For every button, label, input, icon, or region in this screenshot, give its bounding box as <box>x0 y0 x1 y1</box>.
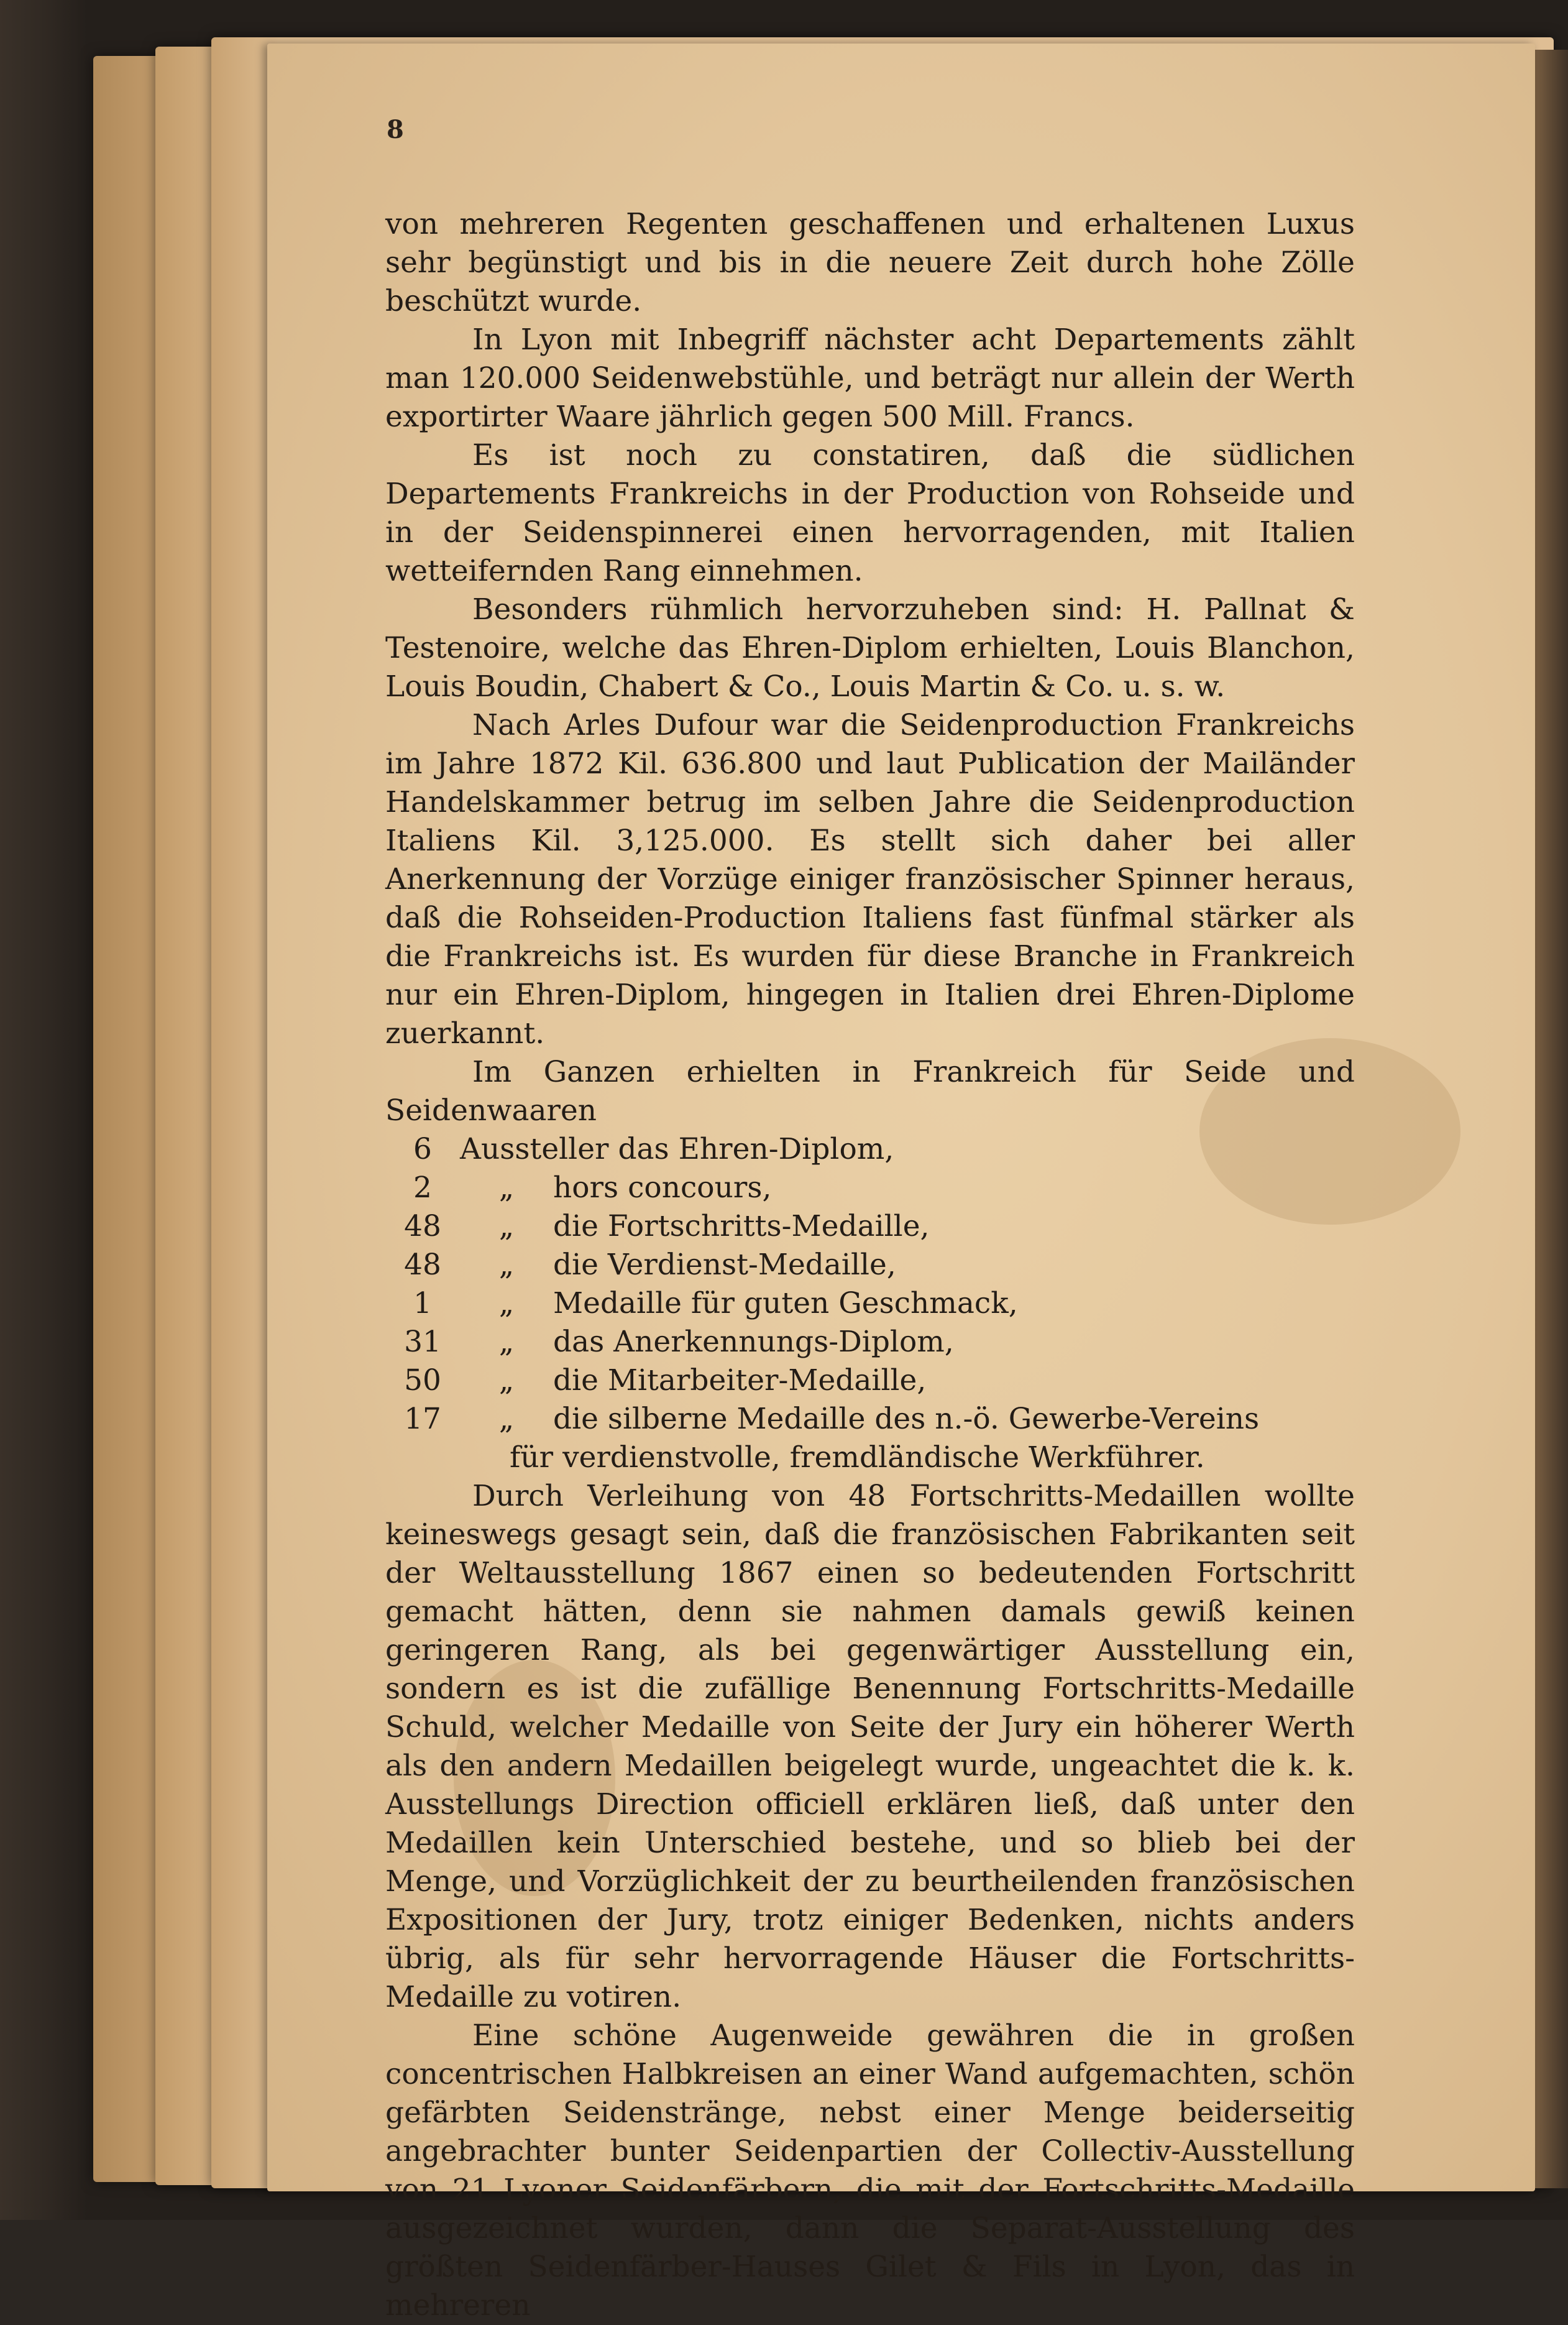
award-continuation: für verdienstvolle, fremdländische Werkführer. <box>510 1440 1205 1475</box>
award-row <box>385 1400 1355 1439</box>
award-count: 6 <box>413 1132 432 1166</box>
ditto-mark: „ <box>498 1248 515 1282</box>
award-count: 2 <box>413 1171 432 1205</box>
ditto-mark: „ <box>498 1209 515 1243</box>
award-count: 48 <box>404 1248 441 1282</box>
award-row <box>385 1130 1355 1169</box>
award-label: das Anerkennungs-Diplom, <box>553 1325 954 1359</box>
award-row <box>385 1284 1355 1323</box>
ditto-mark: „ <box>498 1325 515 1359</box>
award-count: 17 <box>404 1402 441 1436</box>
paragraph: von mehreren Regenten geschaffenen und erhaltenen Luxus sehr begünstigt und bis in die neuere Zeit durch hohe Zölle beschützt wurde. <box>385 207 1355 318</box>
ditto-mark: „ <box>498 1402 515 1436</box>
paragraph: Es ist noch zu constatiren, daß die südlichen Departements Frankreichs in der Production von Rohseide und in der Seidenspinnerei einen hervorragenden, mit Italien wetteifernden Rang einnehmen. <box>385 438 1355 588</box>
award-label: die Mitarbeiter-Medaille, <box>553 1363 927 1397</box>
award-label: die Verdienst-Medaille, <box>553 1248 896 1282</box>
award-row <box>385 1207 1355 1246</box>
page-number: 8 <box>387 115 404 144</box>
awards-list <box>385 1130 1355 1477</box>
paragraph: Durch Verleihung von 48 Fortschritts-Medaillen wollte keineswegs gesagt sein, daß die französischen Fabrikanten seit der Weltausstellung 1867 einen so bedeutenden Fortschritt gemacht hätten, denn sie nahmen damals gewiß keinen geringeren Rang, als bei gegenwärtiger Ausstellung ein, sondern es ist die zufällige Benennung Fortschritts-Medaille Schuld, welcher Medaille von Seite der Jury ein höherer Werth als den andern Medaillen beigelegt wurde, ungeachtet die k. k. Ausstellungs Direction officiell erklären ließ, daß unter den Medaillen kein Unterschied bestehe, und so blieb bei der Menge, und Vorzüglichkeit der zu beurtheilenden französischen Expositionen der Jury, trotz einiger Bedenken, nichts anders übrig, als für sehr hervorragende Häuser die Fortschritts-Medaille zu votiren. <box>385 1479 1355 2014</box>
ditto-mark: „ <box>498 1171 515 1205</box>
award-count: 1 <box>413 1286 432 1320</box>
award-label: die Fortschritts-Medaille, <box>553 1209 930 1243</box>
award-label: hors concours, <box>553 1171 772 1205</box>
ditto-mark: „ <box>498 1363 515 1397</box>
paragraph: In Lyon mit Inbegriff nächster acht Departements zählt man 120.000 Seidenwebstühle, und beträgt nur allein der Werth exportirter Waare jährlich gegen 500 Mill. Francs. <box>385 323 1355 434</box>
award-label: die silberne Medaille des n.-ö. Gewerbe-Vereins <box>553 1402 1260 1436</box>
top-spacer <box>385 112 1355 205</box>
award-count: 31 <box>404 1325 441 1359</box>
award-row <box>385 1246 1355 1284</box>
award-row <box>385 1323 1355 1361</box>
ditto-mark: „ <box>498 1286 515 1320</box>
award-row <box>385 1361 1355 1400</box>
paragraph: Im Ganzen erhielten in Frankreich für Seide und Seidenwaaren <box>385 1055 1355 1128</box>
paragraph: Besonders rühmlich hervorzuheben sind: H. Pallnat & Testenoire, welche das Ehren-Diplom erhielten, Louis Blanchon, Louis Boudin, Chabert & Co., Louis Martin & Co. u. s. w. <box>385 592 1355 704</box>
award-count: 50 <box>404 1363 441 1397</box>
award-row <box>385 1169 1355 1207</box>
page-text <box>385 112 1355 2325</box>
award-count: 48 <box>404 1209 441 1243</box>
paragraph: Nach Arles Dufour war die Seidenproduction Frankreichs im Jahre 1872 Kil. 636.800 und laut Publication der Mailänder Handelskammer betrug im selben Jahre die Seidenproduction Italiens Kil. 3,125.000. Es stellt sich daher bei aller Anerkennung der Vorzüge einiger französischer Spinner heraus, daß die Rohseiden-Production Italiens fast fünfmal stärker als die Frankreichs ist. Es wurden für diese Branche in Frankreich nur ein Ehren-Diplom, hingegen in Italien drei Ehren-Diplome zuerkannt. <box>385 708 1355 1051</box>
award-label: Medaille für guten Geschmack, <box>553 1286 1018 1320</box>
paragraph: Eine schöne Augenweide gewähren die in großen concentrischen Halbkreisen an einer Wand aufgemachten, schön gefärbten Seidenstränge, nebst einer Menge beiderseitig angebrachter bunter Seidenpartien der Collectiv-Ausstellung von 21 Lyoner Seidenfärbern, die mit der Fortschritts-Medaille ausgezeichnet wurden, dann die Separat-Ausstellung des größten Seidenfärber-Hauses Gilet & Fils in Lyon, das in mehreren <box>385 2019 1355 2323</box>
award-label: Aussteller das Ehren-Diplom, <box>460 1132 894 1166</box>
